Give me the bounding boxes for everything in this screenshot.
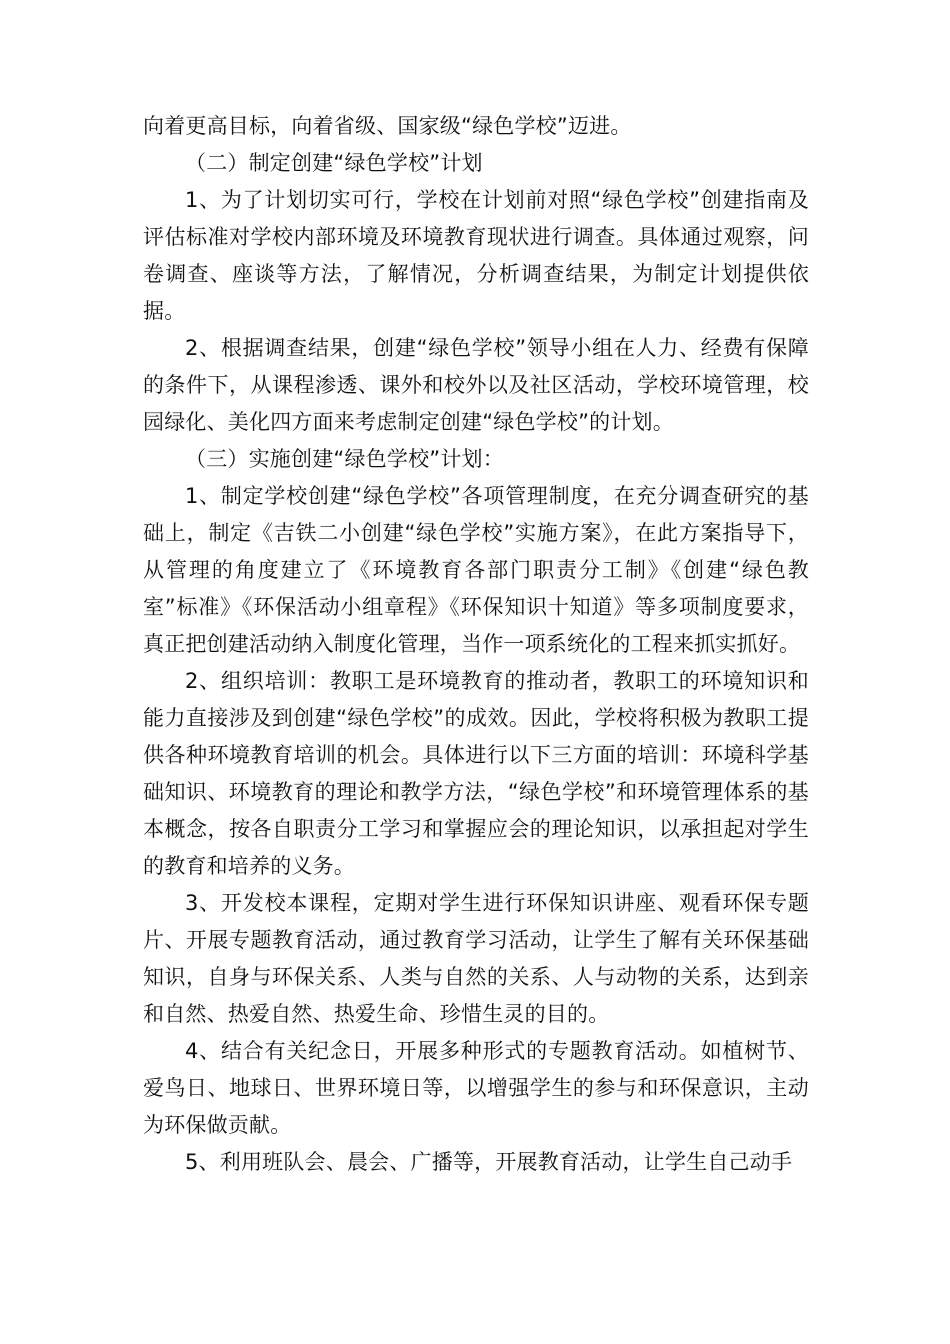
paragraph-plan-2: 2、根据调查结果，创建“绿色学校”领导小组在人力、经费有保障的条件下，从课程渗透、课外和校外以及社区活动，学校环境管理，校园绿化、美化四方面来考虑制定创建“绿色学校”的计划。 (143, 336, 809, 434)
document-body (143, 108, 809, 1181)
section-heading-2: （二）制定创建“绿色学校”计划 (185, 151, 483, 175)
paragraph-implement-4: 4、结合有关纪念日，开展多种形式的专题教育活动。如植树节、爱鸟日、地球日、世界环境日等，以增强学生的参与和环保意识，主动为环保做贡献。 (143, 1039, 809, 1137)
paragraph-implement-5: 5、利用班队会、晨会、广播等，开展教育活动，让学生自己动手 (185, 1150, 793, 1174)
paragraph-implement-1: 1、制定学校创建“绿色学校”各项管理制度，在充分调查研究的基础上，制定《吉铁二小创建“绿色学校”实施方案》，在此方案指导下，从管理的角度建立了《环境教育各部门职责分工制》《创建“绿色教室”标准》《环保活动小组章程》《环保知识十知道》等多项制度要求，真正把创建活动纳入制度化管理，当作一项系统化的工程来抓实抓好。 (143, 484, 809, 656)
paragraph-continuation: 向着更高目标，向着省级、国家级“绿色学校”迈进。 (143, 114, 632, 138)
paragraph-implement-3: 3、开发校本课程，定期对学生进行环保知识讲座、观看环保专题片、开展专题教育活动，通过教育学习活动，让学生了解有关环保基础知识，自身与环保关系、人类与自然的关系、人与动物的关系，达到亲和自然、热爱自然、热爱生命、珍惜生灵的目的。 (143, 891, 809, 1026)
paragraph-plan-1: 1、为了计划切实可行，学校在计划前对照“绿色学校”创建指南及评估标准对学校内部环境及环境教育现状进行调查。具体通过观察，问卷调查、座谈等方法，了解情况，分析调查结果，为制定计划提供依据。 (143, 188, 809, 323)
section-heading-3: （三）实施创建“绿色学校”计划： (185, 447, 504, 471)
paragraph-implement-2: 2、组织培训：教职工是环境教育的推动者，教职工的环境知识和能力直接涉及到创建“绿色学校”的成效。因此，学校将积极为教职工提供各种环境教育培训的机会。具体进行以下三方面的培训：环境科学基础知识、环境教育的理论和教学方法，“绿色学校”和环境管理体系的基本概念，按各自职责分工学习和掌握应会的理论知识，以承担起对学生的教育和培养的义务。 (143, 669, 809, 878)
